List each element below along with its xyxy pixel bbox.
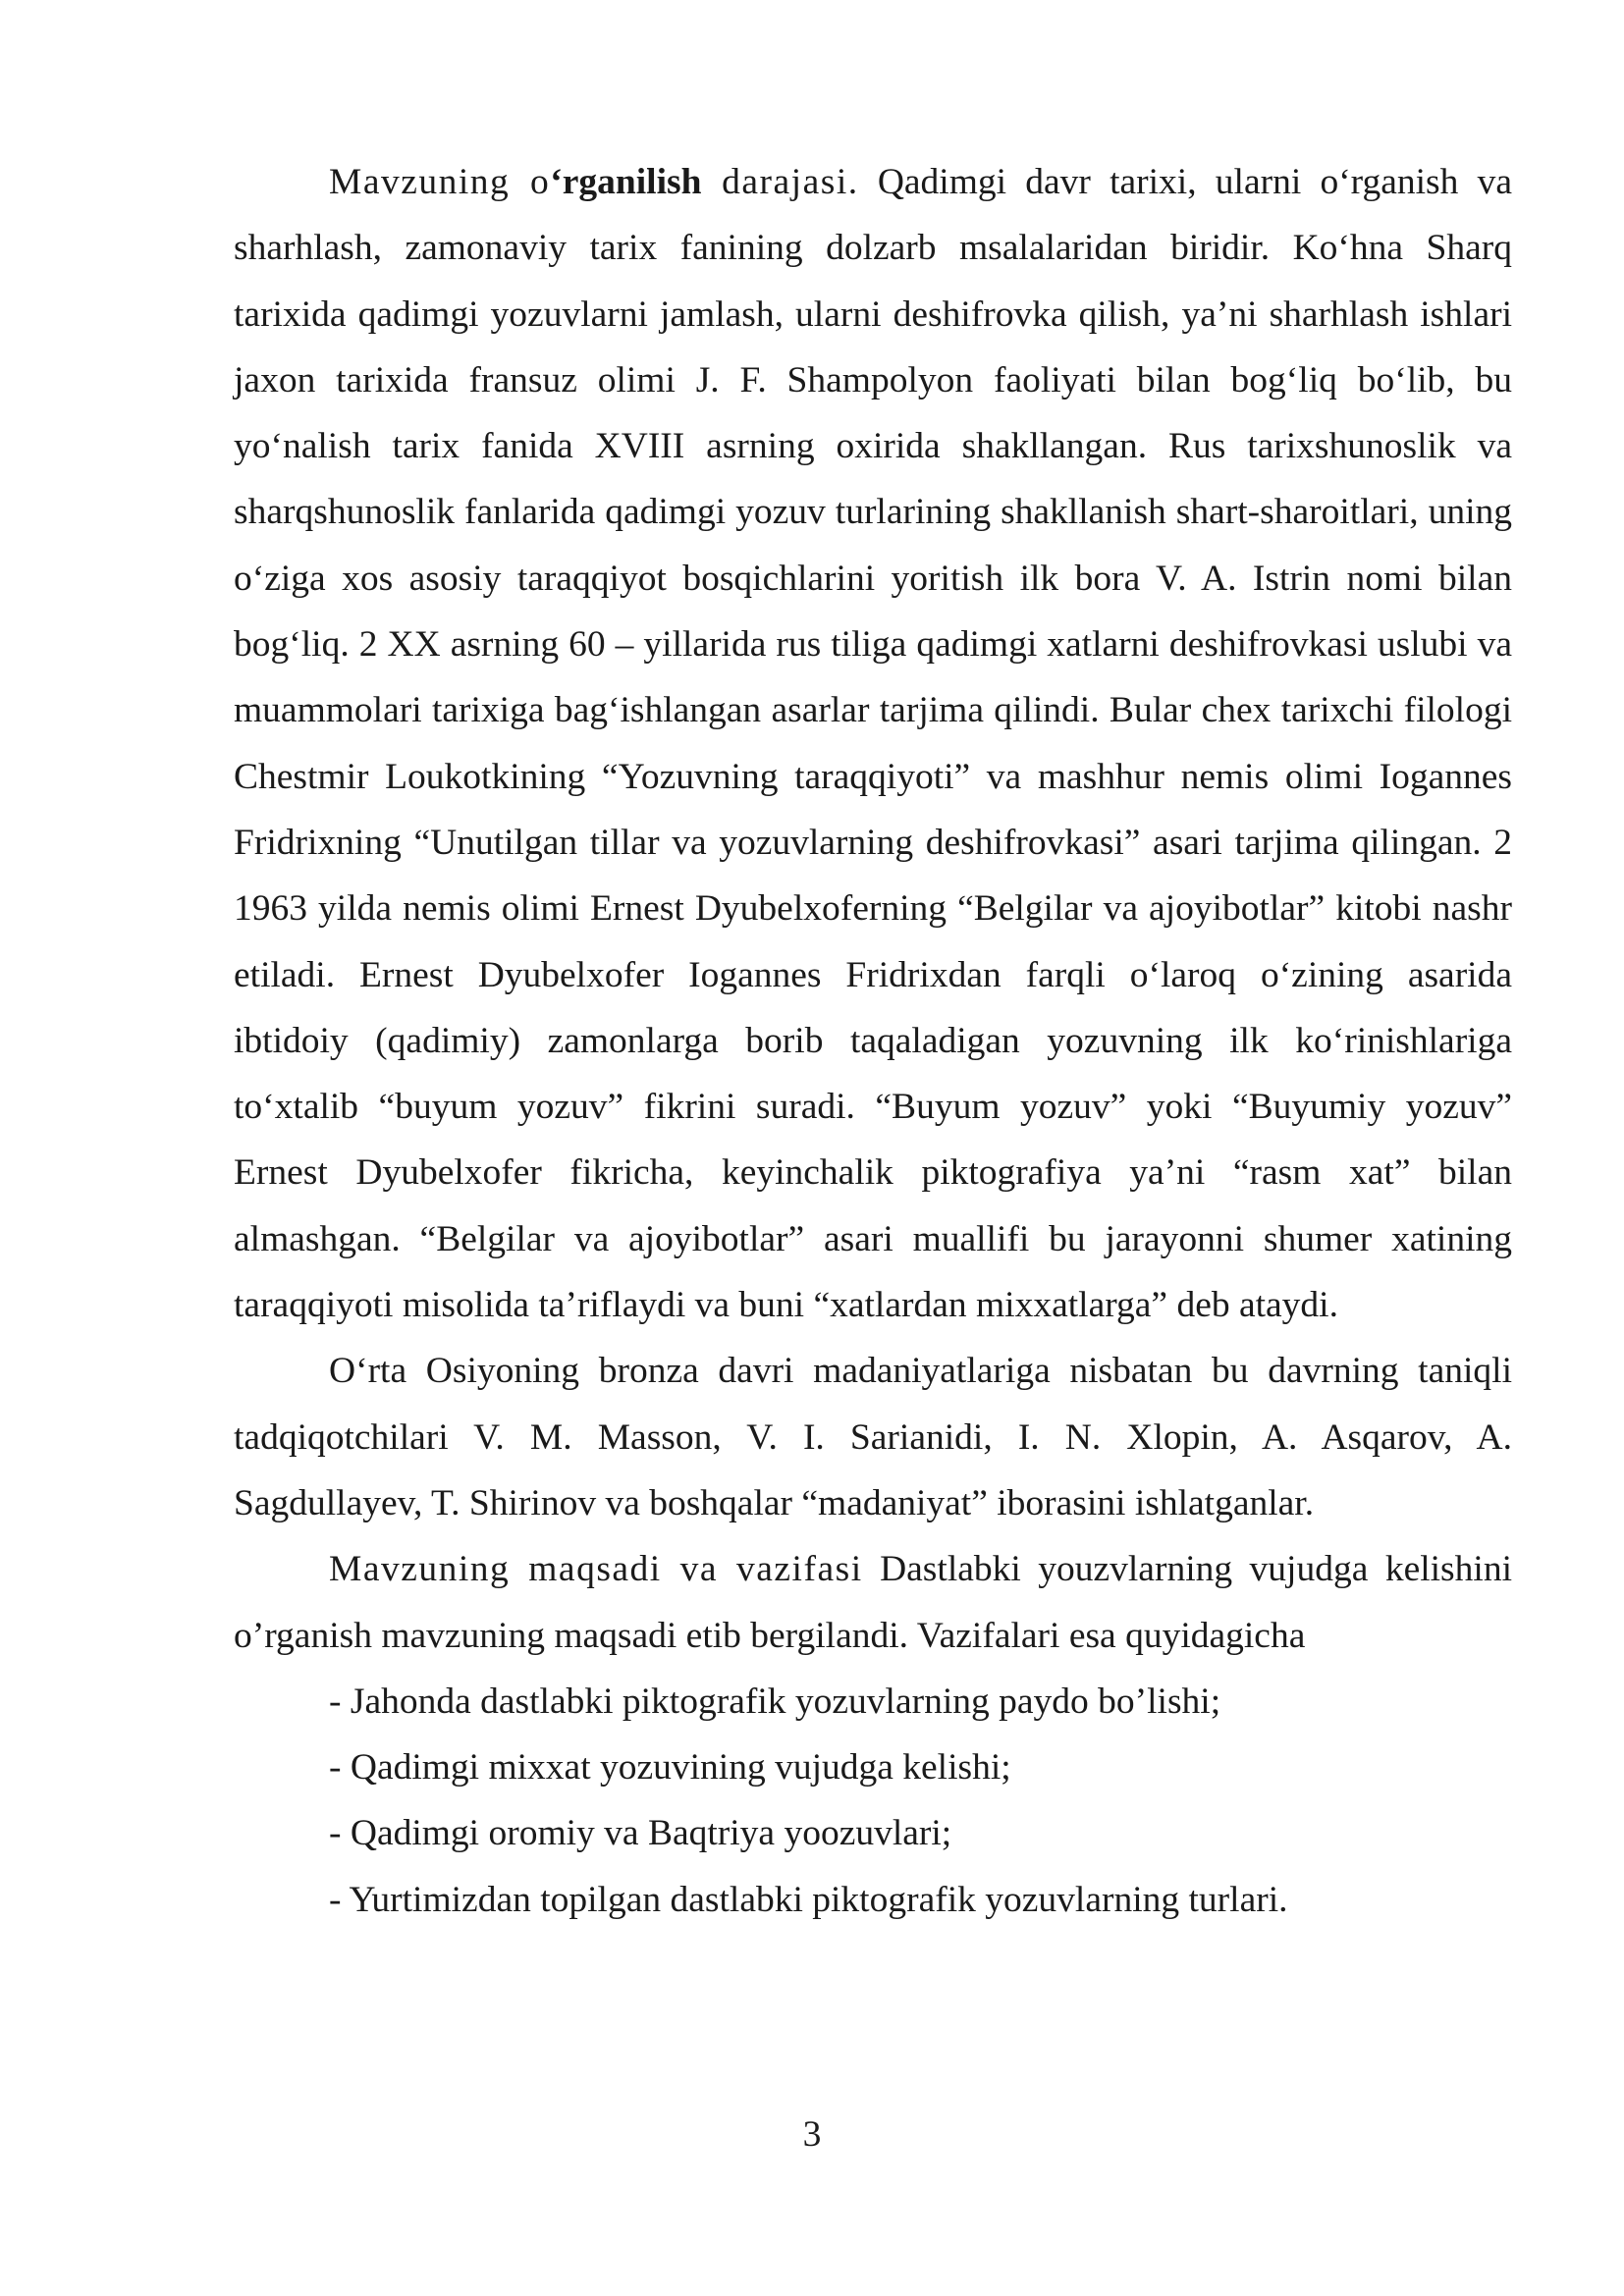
- paragraph-bronze-age: [234, 1338, 1512, 1536]
- list-item: - Jahonda dastlabki piktografik yozuvlarning paydo bo’lishi;: [329, 1681, 1221, 1722]
- paragraph-aims-text: Dastlabki youzvlarning vujudga kelishini o’rganish mavzuning maqsadi etib bergilandi. Vazifalari esa quyidagicha: [234, 1549, 1512, 1656]
- list-item: - Qadimgi mixxat yozuvining vujudga kelishi;: [329, 1747, 1011, 1789]
- paragraph-aims: [234, 1536, 1512, 1669]
- task-list: [234, 1669, 1512, 1933]
- paragraph-study-level: [234, 149, 1512, 1338]
- paragraph-study-level-text: Qadimgi davr tarixi, ularni o‘rganish va sharhlash, zamonaviy tarix fanining dolzarb msalalaridan biridir. Ko‘hna Sharq tarixida qadimgi yozuvlarni jamlash, ularni deshifrovka qilish, ya’ni sharhlash ishlari jaxon tarixida fransuz olimi J. F. Shampolyon faoliyati bilan bog‘liq bo‘lib, bu yo‘nalish tarix fanida XVIII asrning oxirida shakllangan. Rus tarixshunoslik va sharqshunoslik fanlarida qadimgi yozuv turlarining shakllanish shart-sharoitlari, uning o‘ziga xos asosiy taraqqiyot bosqichlarini yoritish ilk bora V. A. Istrin nomi bilan bog‘liq. 2 XX asrning 60 – yillarida rus tiliga qadimgi xatlarni deshifrovkasi uslubi va muammolari tarixiga bag‘ishlangan asarlar tarjima qilindi. Bular chex tarixchi filologi Chestmir Loukotkining “Yozuvning taraqqiyoti” va mashhur nemis olimi Iogannes Fridrixning “Unutilgan tillar va yozuvlarning deshifrovkasi” asari tarjima qilingan. 2 1963 yilda nemis olimi Ernest Dyubelxoferning “Belgilar va ajoyibotlar” kitobi nashr etiladi. Ernest Dyubelxofer Iogannes Fridrixdan farqli o‘laroq o‘zining asarida ibtidoiy (qadimiy) zamonlarga borib taqaladigan yozuvning ilk ko‘rinishlariga to‘xtalib “buyum yozuv” fikrini suradi. “Buyum yozuv” yoki “Buyumiy yozuv” Ernest Dyubelxofer fikricha, keyinchalik piktografiya ya’ni “rasm xat” bilan almashgan. “Belgilar va ajoyibotlar” asari muallifi bu jarayonni shumer xatining taraqqiyoti misolida ta’riflaydi va buni “xatlardan mixxatlarga” deb ataydi.: [234, 162, 1512, 1326]
- page-number: 3: [802, 2114, 822, 2155]
- paragraph-bronze-age-text: O‘rta Osiyoning bronza davri madaniyatlariga nisbatan bu davrning taniqli tadqiqotchilari V. M. Masson, V. I. Sarianidi, I. N. Xlopin, A. Asqarov, A. Sagdullayev, T. Shirinov va boshqalar “madaniyat” iborasini ishlatganlar.: [234, 1351, 1512, 1523]
- section-lead-bold: ‘rganilish: [550, 162, 702, 202]
- section-lead-study-level-end: darajasi.: [701, 162, 859, 202]
- section-lead-aims: Mavzuning maqsadi va vazifasi: [329, 1549, 863, 1590]
- list-item: - Yurtimizdan topilgan dastlabki piktografik yozuvlarning turlari.: [329, 1879, 1288, 1920]
- section-lead-study-level: Mavzuning o: [329, 162, 551, 202]
- page-body: [234, 149, 1512, 1933]
- list-item: - Qadimgi oromiy va Baqtriya yoozuvlari;: [329, 1813, 952, 1854]
